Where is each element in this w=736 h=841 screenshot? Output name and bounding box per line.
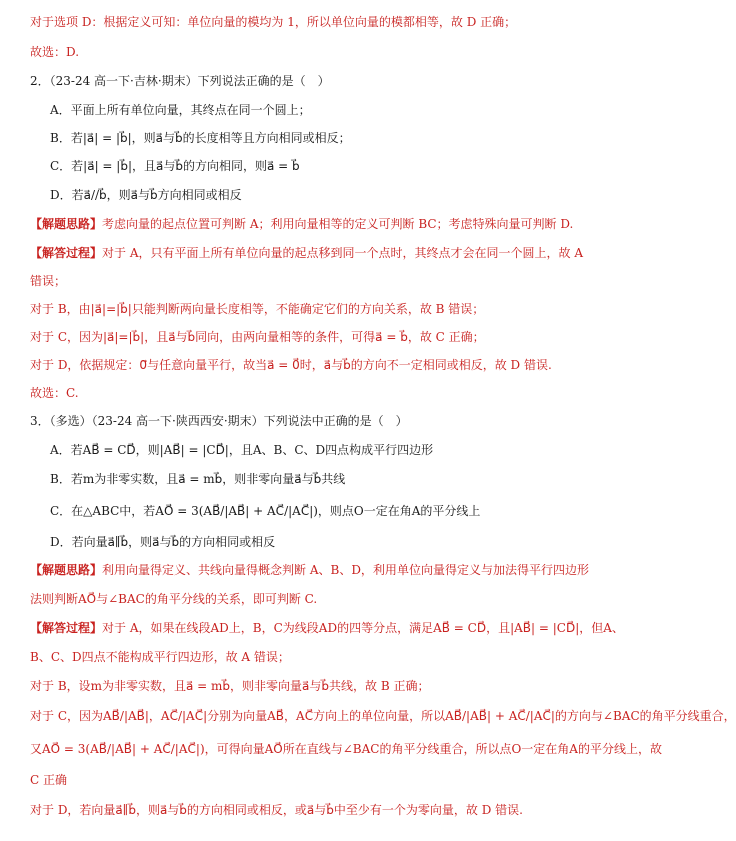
line-text: 3．（多选）（23-24 高一下·陕西西安·期末）下列说法中正确的是（ ） [30,414,408,428]
text-line-6 [50,158,300,174]
line-text: 对于 D，若向量a⃗∥b⃗，则a⃗与b⃗的方向相同或相反，或a⃗与b⃗中至少有一个为零向量，故 D 错误. [30,803,523,817]
text-line-11 [30,301,484,317]
line-text: 对于 B，由|a⃗|=|b⃗|只能判断两向量长度相等，不能确定它们的方向关系，故 B 错误； [30,302,485,316]
line-text: 故选：D. [30,45,80,59]
text-line-21 [30,591,317,607]
line-text: 错误； [30,274,67,288]
text-line-1 [30,14,516,30]
line-text: 利用向量得定义、共线向量得概念判断 A、B、D，利用单位向量得定义与加法得平行四边形 [102,563,589,577]
line-text: D．若a⃗//b⃗，则a⃗与b⃗方向相同或相反 [50,188,242,202]
text-line-19 [50,534,275,550]
text-line-15 [30,413,408,429]
line-text: 对于 D，依据规定：0⃗与任意向量平行，故当a⃗ = 0⃗时，a⃗与b⃗的方向不一定相同或相反，故 D 错误. [30,358,552,372]
text-line-7 [50,187,242,203]
line-text: 法则判断AO⃗与∠BAC的角平分线的关系，即可判断 C. [30,592,318,606]
text-line-10 [30,273,66,289]
text-line-25 [30,708,736,724]
text-line-4 [50,102,311,118]
line-text: C 正确 [30,773,67,787]
text-line-16 [50,442,433,458]
line-text: 考虑向量的起点位置可判断 A；利用向量相等的定义可判断 BC；考虑特殊向量可判断 D. [102,217,574,231]
line-text: D．若向量a⃗∥b⃗，则a⃗与b⃗的方向相同或相反 [50,535,276,549]
text-line-9 [30,245,583,261]
text-line-13 [30,357,552,373]
line-text: 2．（23-24 高一下·吉林·期末）下列说法正确的是（ ） [30,74,330,88]
text-line-3 [30,73,330,89]
text-line-24 [30,678,429,694]
text-line-23 [30,649,290,665]
section-tag: 【解题思路】 [30,217,103,231]
text-line-5 [50,130,351,146]
text-line-20 [30,562,589,578]
line-text: 对于 C，因为AB⃗/|AB⃗|，AC⃗/|AC⃗|分别为向量AB⃗，AC⃗方向上的单位向量，所以AB⃗/|AB⃗| + AC⃗/|AC⃗|的方向与∠BAC的角平分线重合， [30,709,736,723]
text-line-8 [30,216,573,232]
line-text: A．平面上所有单位向量，其终点在同一个圆上； [50,103,311,117]
text-line-18 [50,503,480,519]
line-text: A．若AB⃗ = CD⃗，则|AB⃗| = |CD⃗|，且A、B、C、D四点构成平行四边形 [50,443,434,457]
line-text: 对于 A，如果在线段AD上，B，C为线段AD的四等分点，满足AB⃗ = CD⃗，且|AB⃗| = |CD⃗|，但A、 [102,621,624,635]
text-line-27 [30,772,67,788]
text-line-22 [30,620,624,636]
section-tag: 【解答过程】 [30,621,103,635]
line-text: 又AO⃗ = 3(AB⃗/|AB⃗| + AC⃗/|AC⃗|)，可得向量AO⃗所在直线与∠BAC的角平分线重合，所以点O一定在角A的平分线上，故 [30,742,662,756]
line-text: 对于 C，因为|a⃗|=|b⃗|，且a⃗与b⃗同向，由两向量相等的条件，可得a⃗ = b⃗，故 C 正确； [30,330,485,344]
line-text: B、C、D四点不能构成平行四边形，故 A 错误； [30,650,290,664]
line-text: 故选：C. [30,386,79,400]
line-text: C．在△ABC中，若AO⃗ = 3(AB⃗/|AB⃗| + AC⃗/|AC⃗|)，则点O一定在角A的平分线上 [50,504,481,518]
section-tag: 【解题思路】 [30,563,103,577]
line-text: C．若|a⃗| = |b⃗|，且a⃗与b⃗的方向相同，则a⃗ = b⃗ [50,159,300,173]
text-line-14 [30,385,79,401]
line-text: 对于 A，只有平面上所有单位向量的起点移到同一个点时，其终点才会在同一个圆上，故 A [102,246,583,260]
line-text: 对于 B，设m为非零实数，且a⃗ = mb⃗，则非零向量a⃗与b⃗共线，故 B 正确； [30,679,430,693]
line-text: 对于选项 D：根据定义可知：单位向量的模均为 1，所以单位向量的模都相等，故 D 正确； [30,15,517,29]
text-line-28 [30,802,523,818]
text-line-17 [50,471,345,487]
line-text: B．若m为非零实数，且a⃗ = mb⃗，则非零向量a⃗与b⃗共线 [50,472,346,486]
text-line-26 [30,741,662,757]
text-line-2 [30,44,79,60]
line-text: B．若|a⃗| = |b⃗|，则a⃗与b⃗的长度相等且方向相同或相反； [50,131,351,145]
section-tag: 【解答过程】 [30,246,103,260]
text-line-12 [30,329,485,345]
